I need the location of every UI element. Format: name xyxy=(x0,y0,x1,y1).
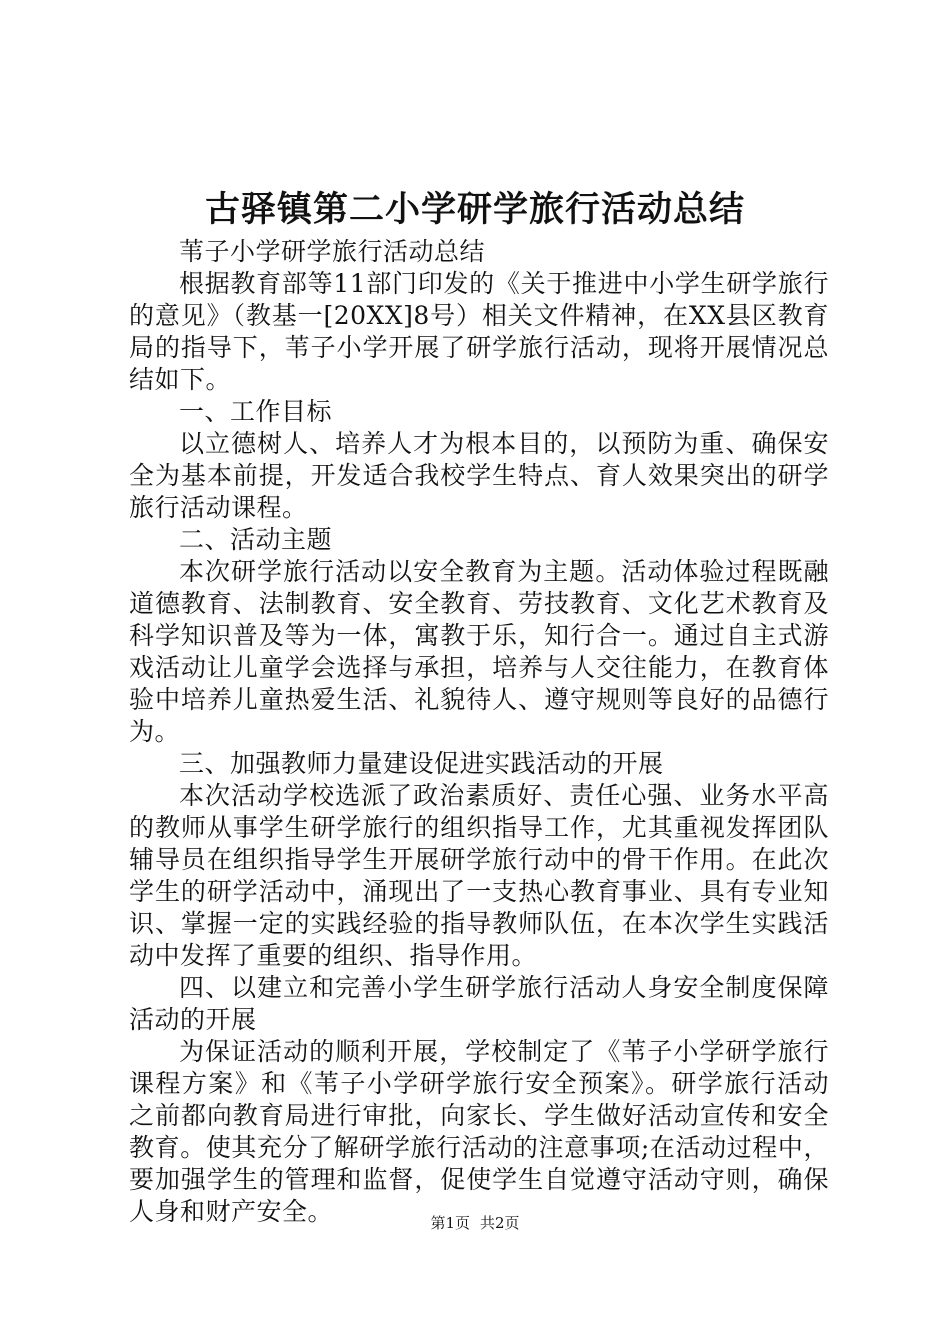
paragraph-teachers: 本次活动学校选派了政治素质好、责任心强、业务水平高的教师从事学生研学旅行的组织指导工作，尤其重视发挥团队辅导员在组织指导学生开展研学旅行动中的骨干作用。在此次学生的研学活动中，涌现出了一支热心教育事业、具有专业知识、掌握一定的实践经验的指导教师队伍，在本次学生实践活动中发挥了重要的组织、指导作用。 xyxy=(129,781,829,970)
paragraph-goals: 以立德树人、培养人才为根本目的，以预防为重、确保安全为基本前提，开发适合我校学生特点、育人效果突出的研学旅行活动课程。 xyxy=(129,429,829,522)
paragraph-subtitle: 苇子小学研学旅行活动总结 xyxy=(179,237,486,266)
section-heading-safety: 四、以建立和完善小学生研学旅行活动人身安全制度保障活动的开展 xyxy=(129,973,829,1034)
paragraph-theme: 本次研学旅行活动以安全教育为主题。活动体验过程既融道德教育、法制教育、安全教育、劳技教育、文化艺术教育及科学知识普及等为一体，寓教于乐，知行合一。通过自主式游戏活动让儿童学会选择与承担，培养与人交往能力，在教育体验中培养儿童热爱生活、礼貌待人、遵守规则等良好的品德行为。 xyxy=(129,557,829,746)
section-heading-theme: 二、活动主题 xyxy=(179,525,333,554)
page-number-current: 第1页 xyxy=(430,1214,470,1232)
section-heading-teachers: 三、加强教师力量建设促进实践活动的开展 xyxy=(179,749,664,778)
document-body xyxy=(129,236,829,1228)
paragraph-intro: 根据教育部等11部门印发的《关于推进中小学生研学旅行的意见》（教基一[20XX]8号）相关文件精神，在XX县区教育局的指导下，苇子小学开展了研学旅行活动，现将开展情况总结如下。 xyxy=(129,269,829,394)
page-number-total: 共2页 xyxy=(480,1214,520,1232)
section-heading-goals: 一、工作目标 xyxy=(179,397,333,426)
paragraph-safety: 为保证活动的顺利开展，学校制定了《苇子小学研学旅行课程方案》和《苇子小学研学旅行安全预案》。研学旅行活动之前都向教育局进行审批，向家长、学生做好活动宣传和安全教育。使其充分了解研学旅行活动的注意事项;在活动过程中，要加强学生的管理和监督，促使学生自觉遵守活动守则，确保人身和财产安全。 xyxy=(129,1037,829,1226)
document-title: 古驿镇第二小学研学旅行活动总结 xyxy=(204,190,745,230)
page-footer xyxy=(0,1213,950,1233)
